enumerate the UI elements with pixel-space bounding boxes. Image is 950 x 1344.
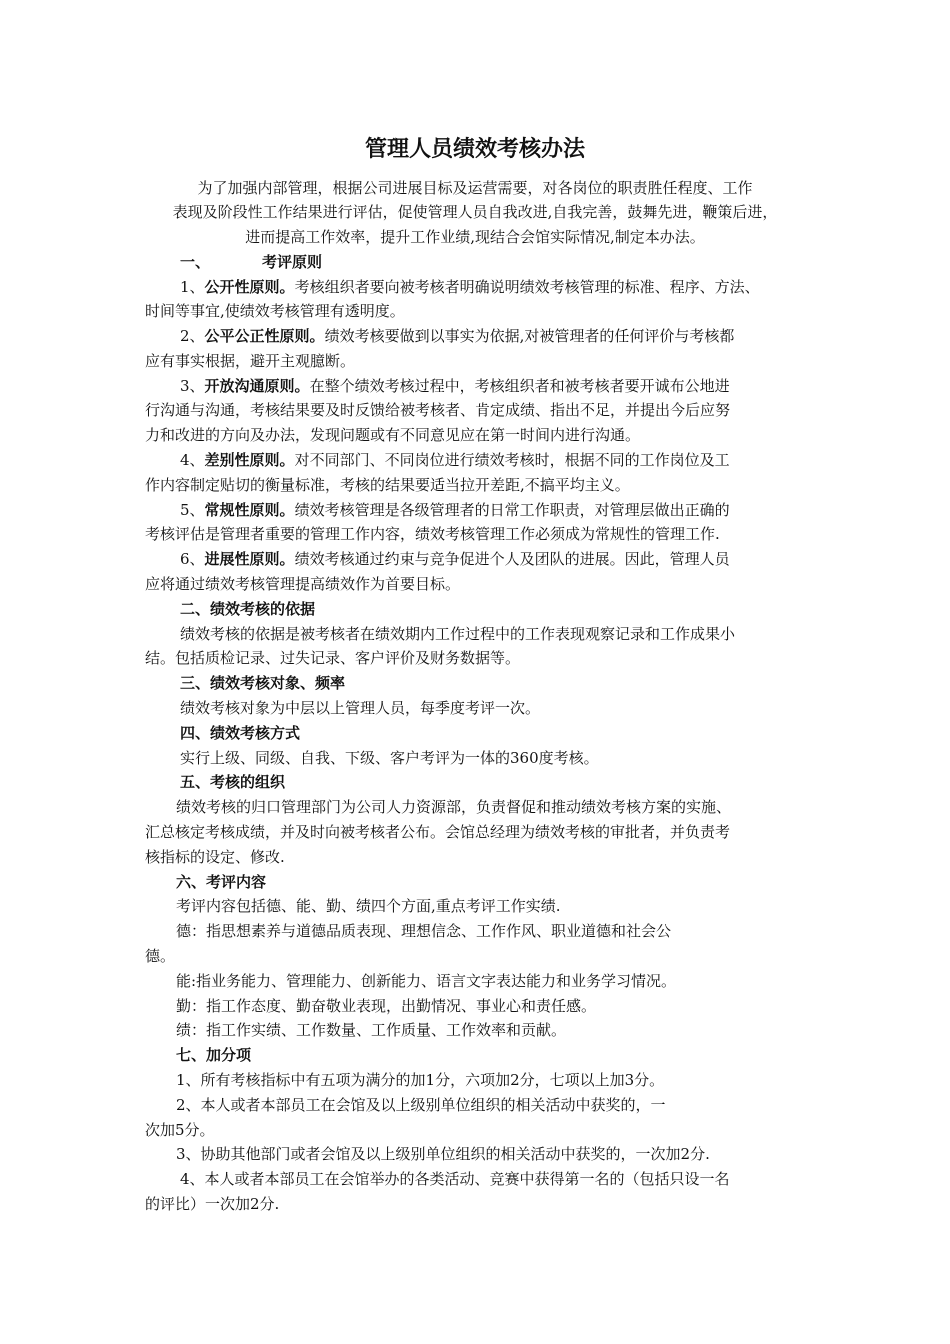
intro-line: 表现及阶段性工作结果进行评估，促使管理人员自我改进,自我完善，鼓舞先进，鞭策后进， — [172, 203, 778, 221]
paragraph-line: 应将通过绩效考核管理提高绩效作为首要目标。 — [145, 575, 461, 593]
paragraph-line: 作内容制定贴切的衡量标准，考核的结果要适当拉开差距,不搞平均主义。 — [145, 476, 630, 494]
paragraph-line: 绩：指工作实绩、工作数量、工作质量、工作效率和贡献。 — [176, 1021, 567, 1039]
paragraph-line: 次加5分。 — [145, 1121, 215, 1139]
paragraph-line: 结。包括质检记录、过失记录、客户评价及财务数据等。 — [145, 649, 521, 667]
paragraph-line: 1、所有考核指标中有五项为满分的加1分，六项加2分，七项以上加3分。 — [176, 1071, 665, 1089]
paragraph-line: 核指标的设定、修改. — [145, 848, 285, 866]
paragraph-line: 绩效考核对象为中层以上管理人员，每季度考评一次。 — [180, 699, 541, 717]
principle-2: 2、公平公正性原则。绩效考核要做到以事实为依据,对被管理者的任何评价与考核都 — [180, 327, 735, 345]
principle-heading: 差别性原则。 — [204, 451, 295, 469]
principle-4: 4、差别性原则。对不同部门、不同岗位进行绩效考核时，根据不同的工作岗位及工 — [180, 451, 730, 469]
paragraph-line: 应有事实根据，避开主观臆断。 — [145, 352, 356, 370]
section-title: 考评原则 — [262, 253, 323, 271]
paragraph-line: 时间等事宜,使绩效考核管理有透明度。 — [145, 302, 405, 320]
principle-heading: 常规性原则。 — [204, 501, 295, 519]
paragraph-line: 能:指业务能力、管理能力、创新能力、语言文字表达能力和业务学习情况。 — [176, 972, 677, 990]
paragraph-line: 考核评估是管理者重要的管理工作内容，绩效考核管理工作必须成为常规性的管理工作. — [145, 525, 720, 543]
section-3-heading: 三、绩效考核对象、频率 — [180, 674, 346, 692]
principle-heading: 公开性原则。 — [204, 278, 295, 296]
principle-5: 5、常规性原则。绩效考核管理是各级管理者的日常工作职责，对管理层做出正确的 — [180, 501, 730, 519]
section-2-heading: 二、绩效考核的依据 — [180, 600, 316, 618]
paragraph-line: 德。 — [145, 947, 176, 965]
principle-heading: 开放沟通原则。 — [204, 377, 310, 395]
section-6-heading: 六、考评内容 — [176, 873, 267, 891]
principle-1: 1、公开性原则。考核组织者要向被考核者明确说明绩效考核管理的标准、程序、方法、 — [180, 278, 760, 296]
paragraph-line: 2、本人或者本部员工在会馆及以上级别单位组织的相关活动中获奖的，一 — [176, 1096, 666, 1114]
paragraph-line: 勤：指工作态度、勤奋敬业表现，出勤情况、事业心和责任感。 — [176, 997, 597, 1015]
principle-heading: 公平公正性原则。 — [204, 327, 325, 345]
section-number: 一、 — [180, 253, 211, 271]
paragraph-line: 实行上级、同级、自我、下级、客户考评为一体的360度考核。 — [180, 749, 599, 767]
paragraph-line: 德：指思想素养与道德品质表现、理想信念、工作作风、职业道德和社会公 — [176, 922, 672, 940]
paragraph-line: 考评内容包括德、能、勤、绩四个方面,重点考评工作实绩. — [176, 897, 561, 915]
principle-3: 3、开放沟通原则。在整个绩效考核过程中，考核组织者和被考核者要开诚布公地进 — [180, 377, 730, 395]
principle-6: 6、进展性原则。绩效考核通过约束与竞争促进个人及团队的进展。因此，管理人员 — [180, 550, 730, 568]
section-4-heading: 四、绩效考核方式 — [180, 724, 301, 742]
paragraph-line: 绩效考核的依据是被考核者在绩效期内工作过程中的工作表现观察记录和工作成果小 — [180, 625, 736, 643]
document-title: 管理人员绩效考核办法 — [364, 137, 585, 162]
paragraph-line: 3、协助其他部门或者会馆及以上级别单位组织的相关活动中获奖的，一次加2分. — [176, 1145, 710, 1163]
paragraph-line: 绩效考核的归口管理部门为公司人力资源部，负责督促和推动绩效考核方案的实施、 — [176, 798, 732, 816]
section-5-heading: 五、考核的组织 — [180, 773, 286, 791]
paragraph-line: 行沟通与沟通，考核结果要及时反馈给被考核者、肯定成绩、指出不足，并提出今后应努 — [145, 401, 731, 419]
paragraph-line: 4、本人或者本部员工在会馆举办的各类活动、竞赛中获得第一名的（包括只设一名 — [180, 1170, 730, 1188]
paragraph-line: 的评比）一次加2分. — [145, 1195, 280, 1213]
intro-line: 进而提高工作效率，提升工作业绩,现结合会馆实际情况,制定本办法。 — [245, 228, 705, 246]
paragraph-line: 汇总核定考核成绩，并及时向被考核者公布。会馆总经理为绩效考核的审批者，并负责考 — [145, 823, 731, 841]
section-7-heading: 七、加分项 — [176, 1046, 252, 1064]
section-1-heading — [180, 252, 322, 272]
principle-heading: 进展性原则。 — [204, 550, 295, 568]
paragraph-line: 力和改进的方向及办法，发现问题或有不同意见应在第一时间内进行沟通。 — [145, 426, 641, 444]
intro-line: 为了加强内部管理，根据公司进展目标及运营需要，对各岗位的职责胜任程度、工作 — [197, 179, 753, 197]
